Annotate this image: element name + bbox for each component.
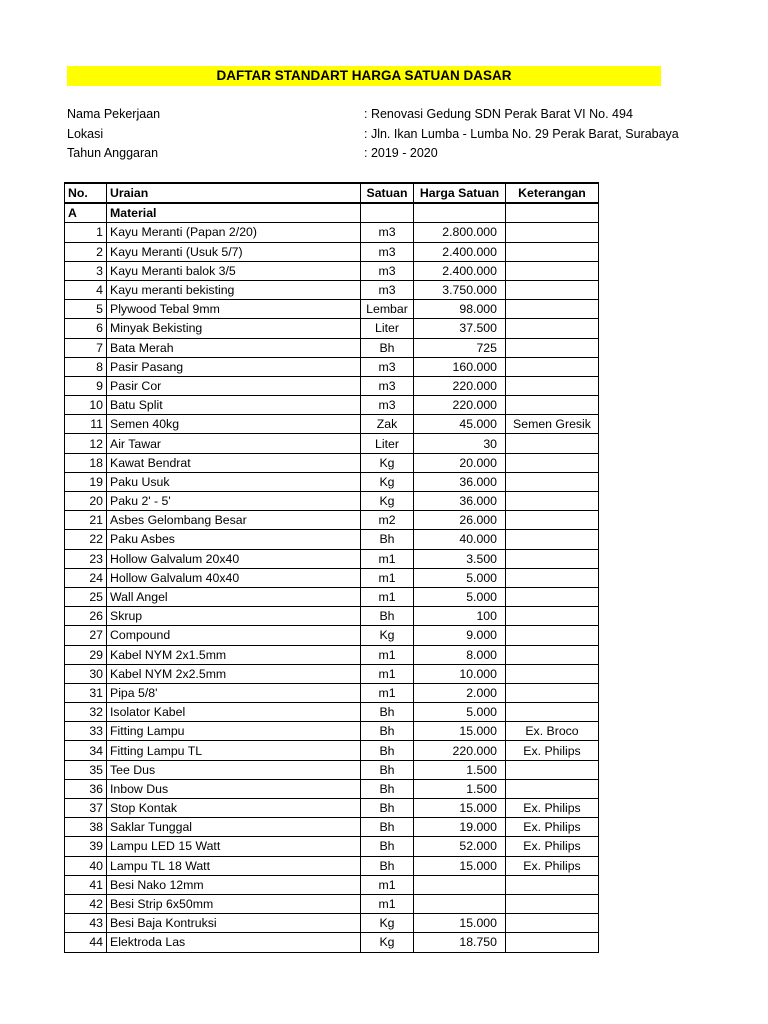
cell-harga-satuan: 15.000 bbox=[414, 722, 506, 741]
cell-satuan: m3 bbox=[361, 357, 414, 376]
cell-harga-satuan: 2.400.000 bbox=[414, 261, 506, 280]
cell-uraian: Plywood Tebal 9mm bbox=[107, 300, 361, 319]
section-name: Material bbox=[107, 203, 361, 223]
table-row bbox=[65, 261, 599, 280]
cell-uraian: Isolator Kabel bbox=[107, 703, 361, 722]
table-row bbox=[65, 856, 599, 875]
table-row bbox=[65, 760, 599, 779]
cell-uraian: Pipa 5/8' bbox=[107, 683, 361, 702]
cell-uraian: Kabel NYM 2x2.5mm bbox=[107, 664, 361, 683]
cell-satuan: Bh bbox=[361, 741, 414, 760]
cell-harga-satuan: 36.000 bbox=[414, 472, 506, 491]
cell-no: 35 bbox=[65, 760, 107, 779]
table-row bbox=[65, 280, 599, 299]
cell-harga-satuan: 18.750 bbox=[414, 933, 506, 952]
price-table bbox=[64, 182, 599, 953]
cell-no: 36 bbox=[65, 779, 107, 798]
cell-no: 29 bbox=[65, 645, 107, 664]
cell-satuan: m1 bbox=[361, 875, 414, 894]
cell-satuan: m1 bbox=[361, 664, 414, 683]
table-row bbox=[65, 472, 599, 491]
cell-keterangan bbox=[506, 703, 599, 722]
table-row bbox=[65, 511, 599, 530]
cell-no: 19 bbox=[65, 472, 107, 491]
table-cell bbox=[361, 203, 414, 223]
cell-harga-satuan: 1.500 bbox=[414, 779, 506, 798]
cell-satuan: Liter bbox=[361, 319, 414, 338]
cell-keterangan bbox=[506, 319, 599, 338]
cell-no: 12 bbox=[65, 434, 107, 453]
cell-harga-satuan: 5.000 bbox=[414, 587, 506, 606]
info-label: Tahun Anggaran bbox=[67, 146, 159, 160]
cell-keterangan: Semen Gresik bbox=[506, 415, 599, 434]
cell-no: 2 bbox=[65, 242, 107, 261]
cell-no: 21 bbox=[65, 511, 107, 530]
cell-harga-satuan: 15.000 bbox=[414, 799, 506, 818]
cell-satuan: m3 bbox=[361, 261, 414, 280]
cell-uraian: Besi Strip 6x50mm bbox=[107, 894, 361, 913]
cell-keterangan bbox=[506, 338, 599, 357]
cell-no: 1 bbox=[65, 223, 107, 242]
cell-satuan: Bh bbox=[361, 856, 414, 875]
cell-no: 43 bbox=[65, 914, 107, 933]
header-uraian: Uraian bbox=[107, 183, 361, 203]
cell-keterangan bbox=[506, 875, 599, 894]
cell-harga-satuan: 26.000 bbox=[414, 511, 506, 530]
cell-keterangan bbox=[506, 453, 599, 472]
cell-keterangan bbox=[506, 300, 599, 319]
table-row bbox=[65, 875, 599, 894]
cell-harga-satuan bbox=[414, 875, 506, 894]
info-label: Lokasi bbox=[67, 126, 104, 141]
cell-keterangan: Ex. Philips bbox=[506, 837, 599, 856]
cell-uraian: Fitting Lampu bbox=[107, 722, 361, 741]
header-keterangan: Keterangan bbox=[506, 183, 599, 203]
cell-uraian: Compound bbox=[107, 626, 361, 645]
cell-satuan: Bh bbox=[361, 607, 414, 626]
cell-harga-satuan: 15.000 bbox=[414, 856, 506, 875]
cell-no: 41 bbox=[65, 875, 107, 894]
cell-harga-satuan: 19.000 bbox=[414, 818, 506, 837]
cell-no: 27 bbox=[65, 626, 107, 645]
cell-no: 33 bbox=[65, 722, 107, 741]
cell-no: 11 bbox=[65, 415, 107, 434]
cell-satuan: m1 bbox=[361, 683, 414, 702]
table-row bbox=[65, 338, 599, 357]
cell-no: 6 bbox=[65, 319, 107, 338]
cell-harga-satuan: 2.000 bbox=[414, 683, 506, 702]
cell-uraian: Hollow Galvalum 20x40 bbox=[107, 549, 361, 568]
cell-uraian: Kayu Meranti (Usuk 5/7) bbox=[107, 242, 361, 261]
cell-harga-satuan: 9.000 bbox=[414, 626, 506, 645]
cell-no: 31 bbox=[65, 683, 107, 702]
cell-uraian: Kayu meranti bekisting bbox=[107, 280, 361, 299]
cell-uraian: Lampu LED 15 Watt bbox=[107, 837, 361, 856]
cell-uraian: Air Tawar bbox=[107, 434, 361, 453]
cell-no: 40 bbox=[65, 856, 107, 875]
cell-keterangan bbox=[506, 261, 599, 280]
cell-satuan: m1 bbox=[361, 894, 414, 913]
cell-no: 10 bbox=[65, 396, 107, 415]
table-row bbox=[65, 376, 599, 395]
cell-satuan: Bh bbox=[361, 530, 414, 549]
cell-keterangan bbox=[506, 914, 599, 933]
cell-harga-satuan: 52.000 bbox=[414, 837, 506, 856]
cell-keterangan: Ex. Philips bbox=[506, 856, 599, 875]
cell-satuan: Bh bbox=[361, 799, 414, 818]
table-row bbox=[65, 894, 599, 913]
info-value: : 2019 - 2020 bbox=[364, 144, 438, 164]
cell-uraian: Kayu Meranti (Papan 2/20) bbox=[107, 223, 361, 242]
cell-uraian: Batu Split bbox=[107, 396, 361, 415]
info-value: : Renovasi Gedung SDN Perak Barat VI No. 494 bbox=[364, 105, 633, 125]
cell-keterangan bbox=[506, 626, 599, 645]
cell-uraian: Kayu Meranti balok 3/5 bbox=[107, 261, 361, 280]
cell-no: 30 bbox=[65, 664, 107, 683]
cell-harga-satuan: 2.400.000 bbox=[414, 242, 506, 261]
table-row bbox=[65, 319, 599, 338]
cell-no: 38 bbox=[65, 818, 107, 837]
document-title: DAFTAR STANDART HARGA SATUAN DASAR bbox=[67, 66, 661, 86]
cell-keterangan bbox=[506, 280, 599, 299]
table-row bbox=[65, 223, 599, 242]
cell-uraian: Wall Angel bbox=[107, 587, 361, 606]
cell-uraian: Bata Merah bbox=[107, 338, 361, 357]
cell-keterangan: Ex. Philips bbox=[506, 799, 599, 818]
table-row bbox=[65, 722, 599, 741]
table-header-row bbox=[65, 183, 599, 203]
table-row bbox=[65, 741, 599, 760]
cell-keterangan: Ex. Philips bbox=[506, 818, 599, 837]
cell-satuan: Bh bbox=[361, 703, 414, 722]
cell-satuan: m3 bbox=[361, 223, 414, 242]
cell-uraian: Besi Baja Kontruksi bbox=[107, 914, 361, 933]
cell-satuan: Zak bbox=[361, 415, 414, 434]
cell-no: 20 bbox=[65, 492, 107, 511]
cell-uraian: Inbow Dus bbox=[107, 779, 361, 798]
cell-harga-satuan: 45.000 bbox=[414, 415, 506, 434]
cell-no: 9 bbox=[65, 376, 107, 395]
cell-satuan: Kg bbox=[361, 472, 414, 491]
cell-uraian: Asbes Gelombang Besar bbox=[107, 511, 361, 530]
cell-harga-satuan: 15.000 bbox=[414, 914, 506, 933]
header-no: No. bbox=[65, 183, 107, 203]
table-row bbox=[65, 434, 599, 453]
cell-no: 37 bbox=[65, 799, 107, 818]
cell-uraian: Paku Asbes bbox=[107, 530, 361, 549]
cell-keterangan bbox=[506, 434, 599, 453]
table-row bbox=[65, 607, 599, 626]
cell-keterangan bbox=[506, 357, 599, 376]
table-row bbox=[65, 357, 599, 376]
cell-keterangan bbox=[506, 511, 599, 530]
cell-satuan: Bh bbox=[361, 818, 414, 837]
table-row bbox=[65, 396, 599, 415]
cell-no: 4 bbox=[65, 280, 107, 299]
cell-satuan: Liter bbox=[361, 434, 414, 453]
cell-keterangan bbox=[506, 492, 599, 511]
header-harga-satuan: Harga Satuan bbox=[414, 183, 506, 203]
cell-harga-satuan: 8.000 bbox=[414, 645, 506, 664]
info-row-tahun-anggaran bbox=[67, 144, 707, 164]
cell-harga-satuan: 2.800.000 bbox=[414, 223, 506, 242]
cell-uraian: Tee Dus bbox=[107, 760, 361, 779]
cell-satuan: Kg bbox=[361, 933, 414, 952]
cell-keterangan: Ex. Philips bbox=[506, 741, 599, 760]
project-info bbox=[67, 105, 707, 164]
cell-uraian: Minyak Bekisting bbox=[107, 319, 361, 338]
cell-keterangan bbox=[506, 587, 599, 606]
cell-uraian: Stop Kontak bbox=[107, 799, 361, 818]
table-row bbox=[65, 818, 599, 837]
cell-keterangan bbox=[506, 760, 599, 779]
header-satuan: Satuan bbox=[361, 183, 414, 203]
cell-satuan: Kg bbox=[361, 626, 414, 645]
table-row bbox=[65, 779, 599, 798]
cell-keterangan bbox=[506, 607, 599, 626]
cell-uraian: Semen 40kg bbox=[107, 415, 361, 434]
cell-uraian: Pasir Cor bbox=[107, 376, 361, 395]
cell-no: 24 bbox=[65, 568, 107, 587]
cell-uraian: Elektroda Las bbox=[107, 933, 361, 952]
cell-keterangan bbox=[506, 530, 599, 549]
cell-satuan: Lembar bbox=[361, 300, 414, 319]
table-row bbox=[65, 799, 599, 818]
cell-harga-satuan: 100 bbox=[414, 607, 506, 626]
cell-satuan: m1 bbox=[361, 645, 414, 664]
cell-satuan: m1 bbox=[361, 587, 414, 606]
cell-satuan: m3 bbox=[361, 376, 414, 395]
table-row bbox=[65, 549, 599, 568]
table-row bbox=[65, 530, 599, 549]
table-row bbox=[65, 568, 599, 587]
table-row bbox=[65, 837, 599, 856]
cell-satuan: Bh bbox=[361, 779, 414, 798]
cell-uraian: Besi Nako 12mm bbox=[107, 875, 361, 894]
cell-uraian: Lampu TL 18 Watt bbox=[107, 856, 361, 875]
table-row bbox=[65, 453, 599, 472]
section-row bbox=[65, 203, 599, 223]
cell-no: 42 bbox=[65, 894, 107, 913]
cell-harga-satuan: 37.500 bbox=[414, 319, 506, 338]
table-row bbox=[65, 415, 599, 434]
cell-harga-satuan: 3.500 bbox=[414, 549, 506, 568]
cell-harga-satuan: 3.750.000 bbox=[414, 280, 506, 299]
cell-satuan: m1 bbox=[361, 549, 414, 568]
cell-keterangan bbox=[506, 779, 599, 798]
cell-no: 39 bbox=[65, 837, 107, 856]
cell-keterangan bbox=[506, 376, 599, 395]
cell-harga-satuan: 20.000 bbox=[414, 453, 506, 472]
cell-satuan: Bh bbox=[361, 338, 414, 357]
table-row bbox=[65, 664, 599, 683]
cell-keterangan bbox=[506, 664, 599, 683]
cell-no: 25 bbox=[65, 587, 107, 606]
cell-satuan: Bh bbox=[361, 722, 414, 741]
cell-keterangan bbox=[506, 683, 599, 702]
info-row-nama-pekerjaan bbox=[67, 105, 707, 125]
table-row bbox=[65, 626, 599, 645]
cell-harga-satuan: 220.000 bbox=[414, 396, 506, 415]
table-row bbox=[65, 933, 599, 952]
cell-harga-satuan bbox=[414, 894, 506, 913]
cell-keterangan bbox=[506, 549, 599, 568]
table-cell bbox=[414, 203, 506, 223]
cell-harga-satuan: 98.000 bbox=[414, 300, 506, 319]
table-cell bbox=[506, 203, 599, 223]
cell-satuan: m3 bbox=[361, 396, 414, 415]
cell-uraian: Paku Usuk bbox=[107, 472, 361, 491]
cell-keterangan: Ex. Broco bbox=[506, 722, 599, 741]
cell-harga-satuan: 10.000 bbox=[414, 664, 506, 683]
cell-no: 3 bbox=[65, 261, 107, 280]
cell-satuan: Bh bbox=[361, 837, 414, 856]
cell-harga-satuan: 40.000 bbox=[414, 530, 506, 549]
cell-keterangan bbox=[506, 396, 599, 415]
cell-satuan: m2 bbox=[361, 511, 414, 530]
cell-uraian: Kabel NYM 2x1.5mm bbox=[107, 645, 361, 664]
cell-keterangan bbox=[506, 894, 599, 913]
cell-harga-satuan: 1.500 bbox=[414, 760, 506, 779]
cell-harga-satuan: 220.000 bbox=[414, 376, 506, 395]
cell-satuan: Kg bbox=[361, 492, 414, 511]
cell-uraian: Skrup bbox=[107, 607, 361, 626]
cell-harga-satuan: 220.000 bbox=[414, 741, 506, 760]
section-code: A bbox=[65, 203, 107, 223]
cell-keterangan bbox=[506, 223, 599, 242]
cell-harga-satuan: 5.000 bbox=[414, 568, 506, 587]
table-row bbox=[65, 645, 599, 664]
info-row-lokasi bbox=[67, 125, 707, 145]
table-row bbox=[65, 587, 599, 606]
cell-harga-satuan: 5.000 bbox=[414, 703, 506, 722]
cell-uraian: Saklar Tunggal bbox=[107, 818, 361, 837]
cell-no: 18 bbox=[65, 453, 107, 472]
cell-keterangan bbox=[506, 568, 599, 587]
info-label: Nama Pekerjaan bbox=[67, 107, 161, 121]
cell-satuan: Bh bbox=[361, 760, 414, 779]
cell-no: 32 bbox=[65, 703, 107, 722]
cell-satuan: m1 bbox=[361, 568, 414, 587]
cell-harga-satuan: 30 bbox=[414, 434, 506, 453]
table-row bbox=[65, 683, 599, 702]
cell-keterangan bbox=[506, 933, 599, 952]
table-row bbox=[65, 914, 599, 933]
cell-uraian: Paku 2' - 5' bbox=[107, 492, 361, 511]
cell-uraian: Kawat Bendrat bbox=[107, 453, 361, 472]
cell-no: 22 bbox=[65, 530, 107, 549]
table-row bbox=[65, 300, 599, 319]
cell-no: 5 bbox=[65, 300, 107, 319]
cell-satuan: m3 bbox=[361, 242, 414, 261]
cell-harga-satuan: 725 bbox=[414, 338, 506, 357]
table-row bbox=[65, 242, 599, 261]
cell-harga-satuan: 36.000 bbox=[414, 492, 506, 511]
cell-uraian: Fitting Lampu TL bbox=[107, 741, 361, 760]
cell-keterangan bbox=[506, 645, 599, 664]
cell-no: 34 bbox=[65, 741, 107, 760]
cell-harga-satuan: 160.000 bbox=[414, 357, 506, 376]
cell-uraian: Hollow Galvalum 40x40 bbox=[107, 568, 361, 587]
cell-no: 26 bbox=[65, 607, 107, 626]
cell-keterangan bbox=[506, 242, 599, 261]
cell-no: 23 bbox=[65, 549, 107, 568]
cell-no: 44 bbox=[65, 933, 107, 952]
info-value: : Jln. Ikan Lumba - Lumba No. 29 Perak Barat, Surabaya bbox=[364, 125, 679, 145]
table-row bbox=[65, 703, 599, 722]
cell-satuan: Kg bbox=[361, 914, 414, 933]
cell-uraian: Pasir Pasang bbox=[107, 357, 361, 376]
cell-no: 7 bbox=[65, 338, 107, 357]
cell-keterangan bbox=[506, 472, 599, 491]
cell-no: 8 bbox=[65, 357, 107, 376]
cell-satuan: m3 bbox=[361, 280, 414, 299]
table-row bbox=[65, 492, 599, 511]
cell-satuan: Kg bbox=[361, 453, 414, 472]
